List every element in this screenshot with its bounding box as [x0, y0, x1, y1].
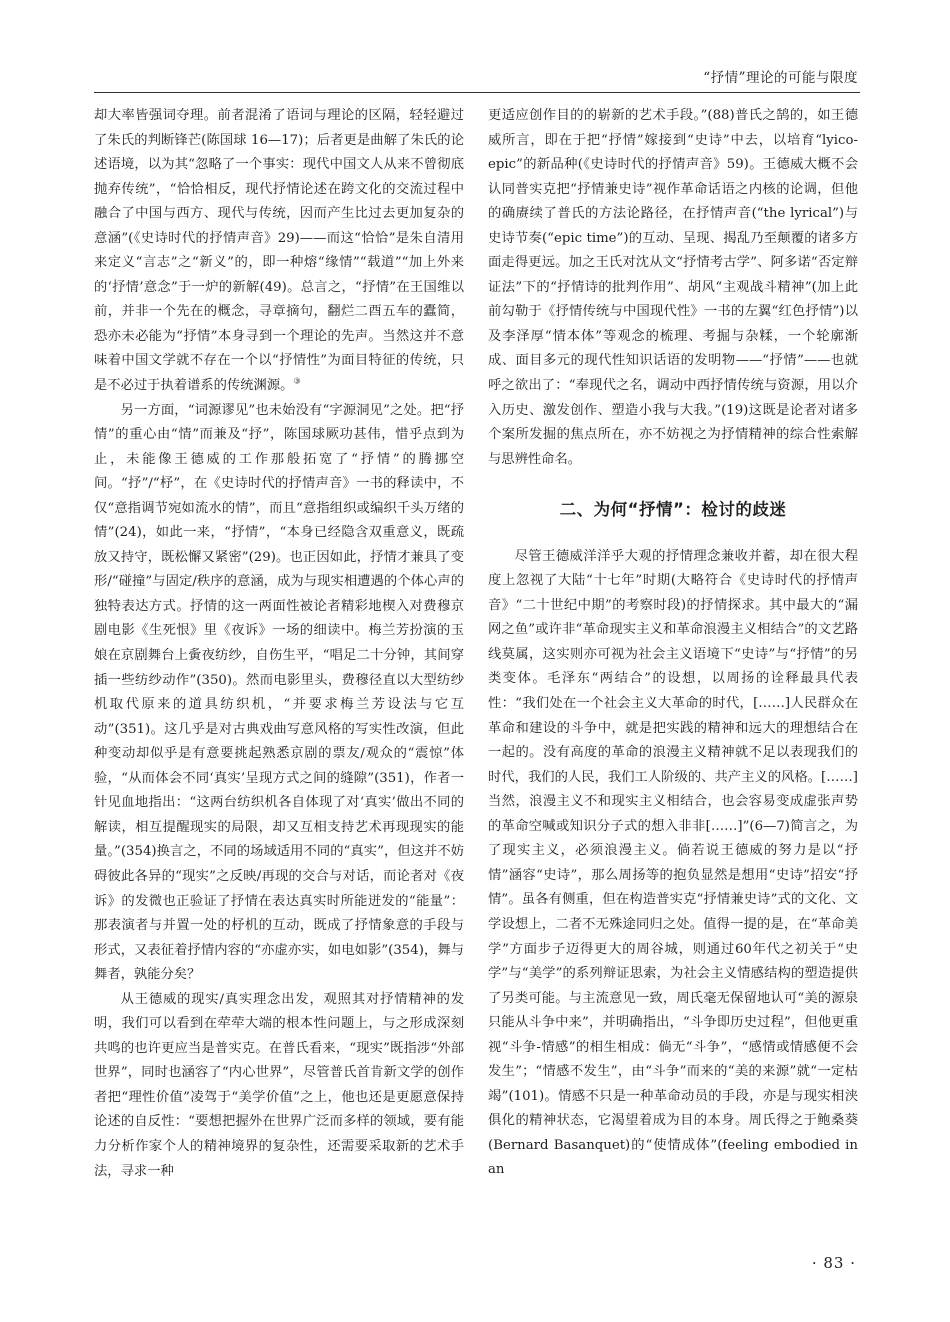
paragraph-3: 从王德威的现实/真实理念出发，观照其对抒情精神的发明，我们可以看到在荦荦大端的根本性问题上，与之形成深刻共鸣的也许更应当是普实克。在普氏看来，“现实”既指涉“外部世界”，同时也涵容了“内心世界”，尽管普氏首肯新文学的创作者把“理性价值”凌驾于“美学价值”之上，他也还是更愿意保持论述的自反性：“要想把握外在世界广泛而多样的领域，要有能力分析作家个人的精神境界的复杂性，还需要采取新的艺术手法，寻求一种 — [94, 991, 464, 1179]
left-column — [94, 104, 464, 1184]
header-rule — [94, 92, 860, 93]
paragraph-2: 另一方面，“词源谬见”也未始没有“字源洞见”之处。把“抒情”的重心由“情”而兼及“抒”，陈国球厥功甚伟，惜乎点到为止，未能像王德威的工作那般拓宽了“抒情”的腾挪空间。“抒”/“杼”，在《史诗时代的抒情声音》一书的释读中，不仅“意指调节宛如流水的情”，而且“意指组织或编织千头万绪的情”(24)，如此一来，“抒情”，“本身已经隐含双重意义，既疏放又持守，既松懈又紧密”(29)。也正因如此，抒情才兼具了变形/“碰撞”与固定/秩序的意涵，成为与现实相遭遇的个体心声的独特表达方式。抒情的这一两面性被论者精彩地楔入对费穆京剧电影《生死恨》里《夜诉》一场的细读中。梅兰芳扮演的玉娘在京剧舞台上夤夜纺纱，自伤生平，“唱足二十分钟，其间穿插一些纺纱动作”(350)。然而电影里头，费穆径直以大型纺纱机取代原来的道具纺织机，“并要求梅兰芳设法与它互动”(351)。这几乎是对古典戏曲写意风格的写实性改演，但此种变动却似乎是有意要挑起熟悉京剧的票友/观众的“震惊”体验，“从而体会不同‘真实’呈现方式之间的缝隙”(351)，作者一针见血地指出：“这两台纺织机各自体现了对‘真实’做出不同的解读，相互提醒现实的局限，却又互相支持艺术再现现实的能量。”(354)换言之，不同的场域适用不同的“真实”，但这并不妨碍彼此各异的“现实”之反映/再现的交合与对话，而论者对《夜诉》的发微也正验证了抒情在表达真实时所能迸发的“能量”：那表演者与并置一处的杼机的互动，既成了抒情象意的手段与形式，又表征着抒情内容的“亦虚亦实，如电如影”(354)，舞与舞者，孰能分矣？ — [94, 402, 464, 983]
paragraph-1 — [94, 104, 464, 399]
footnote-marker: ③ — [293, 376, 301, 386]
paragraph-1-text: 却大率皆强词夺理。前者混淆了语词与理论的区隔，轻轻避过了朱氏的判断锋芒(陈国球 16—17)；后者更是曲解了朱氏的论述语境，以为其“忽略了一个事实：现代中国文人从来不曾彻底抛弃传统”，“恰恰相反，现代抒情论述在跨文化的交流过程中融合了中国与西方、现代与传统，因而产生比过去更加复杂的意涵”(《史诗时代的抒情声音》29)——而这“恰恰”是朱自清用来定义“言志”之“新义”的，即一种熔“缘情”“载道”“加上外来的‘抒情’意念”于一炉的新解(49)。总言之，“抒情”在王国维以前，并非一个先在的概念，寻章摘句，翻烂二酉五车的蠹简，恐亦未必能为“抒情”本身寻到一个理论的先声。当然这并不意味着中国文学就不存在一个以“抒情性”为面目特征的传统，只是不必过于执着谱系的传统渊源。 — [94, 108, 464, 394]
section-heading: 二、为何“抒情”：检讨的歧迷 — [559, 500, 787, 520]
paragraph-continued: 更适应创作目的的崭新的艺术手段。”(88)普氏之鹄的，如王德威所言，即在于把“抒情”嫁接到“史诗”中去，以培育“lyico-epic”的新品种(《史诗时代的抒情声音》59)。王德威大概不会认同普实克把“抒情兼史诗”视作革命话语之内核的论调，但他的确赓续了普氏的方法论路径，在抒情声音(“the lyrical”)与史诗节奏(“epic time”)的互动、呈现、揭乱乃至颠覆的诸多方面走得更远。加之王氏对沈从文“抒情考古学”、阿多诺“否定辩证法”下的“抒情诗的批判作用”、胡风“主观战斗精神”(加上此前勾勒于《抒情传统与中国现代性》一书的左翼“红色抒情”)以及李泽厚“情本体”等观念的梳理、考掘与杂糅，一个轮廓渐成、面目多元的现代性知识话语的发明物——“抒情”——也就呼之欲出了：“奉现代之名，调动中西抒情传统与资源，用以介入历史、激发创作、塑造小我与大我。”(19)这既是论者对诸多个案所发掘的焦点所在，亦不妨视之为抒情精神的综合性索解与思辨性命名。 — [488, 108, 858, 467]
right-column — [488, 104, 858, 1183]
running-title: “抒情”理论的可能与限度 — [703, 70, 858, 86]
page-number: · 83 · — [811, 1254, 856, 1272]
section-paragraph: 尽管王德威洋洋乎大观的抒情理念兼收并蓄，却在很大程度上忽视了大陆“十七年”时期(大略符合《史诗时代的抒情声音》“二十世纪中期”的考察时段)的抒情探求。其中最大的“漏网之鱼”或许非“革命现实主义和革命浪漫主义相结合”的文艺路线莫属，这实则亦可视为社会主义语境下“史诗”与“抒情”的另类变体。毛泽东“两结合”的设想，以周扬的诠释最具代表性：“我们处在一个社会主义大革命的时代，[……]人民群众在革命和建设的斗争中，就是把实践的精神和远大的理想结合在一起的。没有高度的革命的浪漫主义精神就不足以表现我们的时代，我们的人民，我们工人阶级的、共产主义的风格。[……]当然，浪漫主义不和现实主义相结合，也会容易变成虚张声势的革命空喊或知识分子式的想入非非[……]”(6—7)简言之，为了现实主义，必须浪漫主义。倘若说王德威的努力是以“抒情”涵容“史诗”，那么周扬等的抱负显然是想用“史诗”招安“抒情”。虽各有侧重，但在构造普实克“抒情兼史诗”式的文化、文学设想上，二者不无殊途同归之处。值得一提的是，在“革命美学”方面步子迈得更大的周谷城，则通过60年代之初关于“史学”与“美学”的系列辩证思索，为社会主义情感结构的塑造提供了另类可能。与主流意见一致，周氏毫无保留地认可“美的源泉只能从斗争中来”，并明确指出，“斗争即历史过程”，但他更重视“斗争-情感”的相生相成：倘无“斗争”，“感情或情感便不会发生”；“情感不发生”，由“斗争”而来的“美的来源”就“一定枯竭”(101)。情感不只是一种革命动员的手段，亦是与现实相浃俱化的精神状态，它渴望着成为目的本身。周氏得之于鲍桑葵(Bernard Basanquet)的“使情成体”(feeling embodied in an — [488, 548, 858, 1178]
